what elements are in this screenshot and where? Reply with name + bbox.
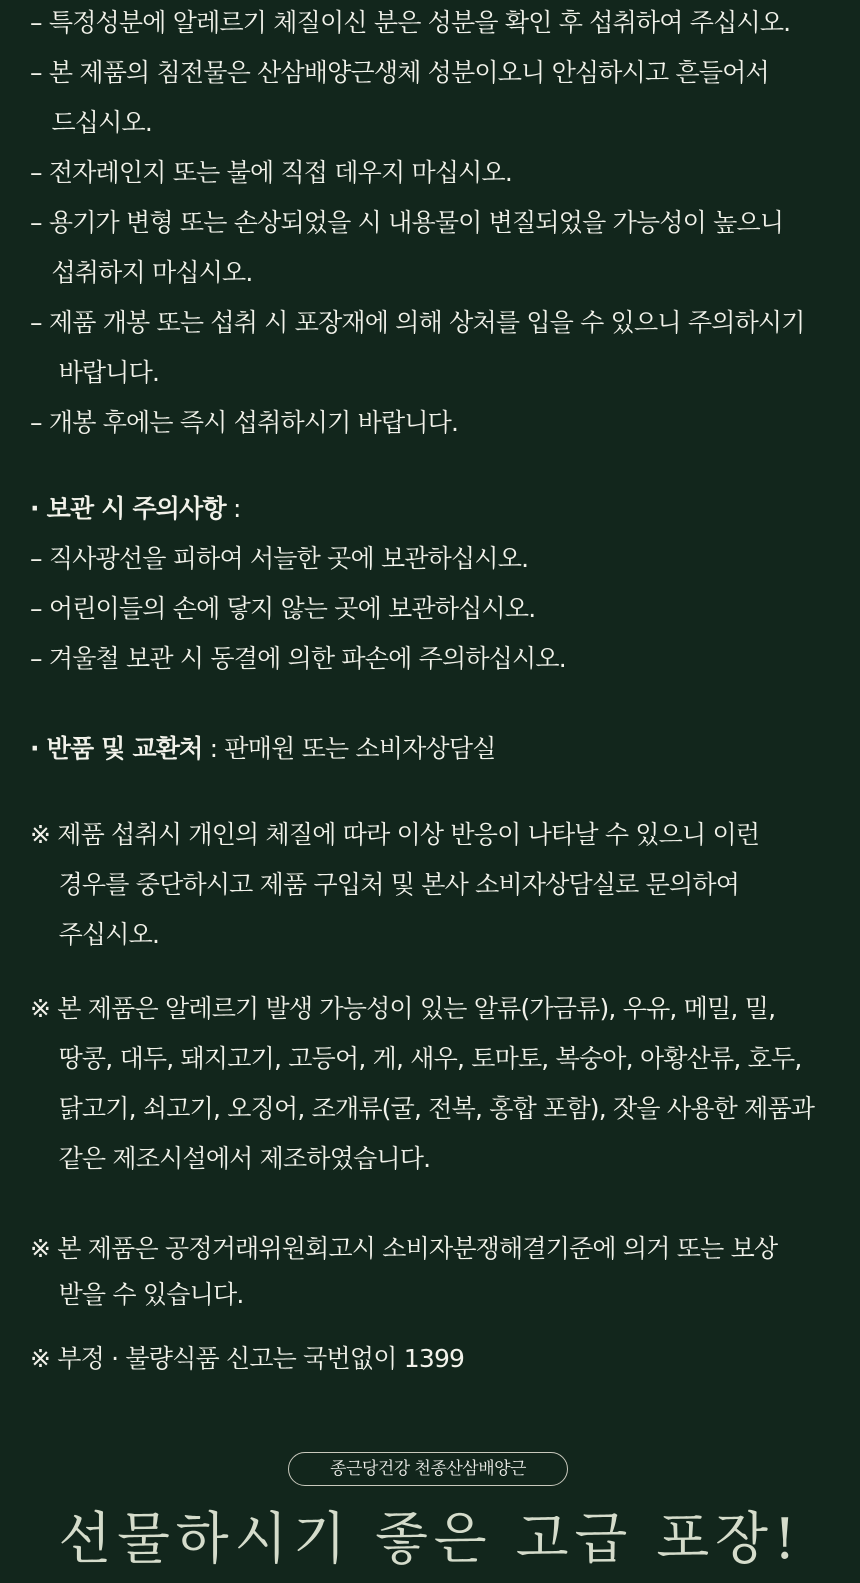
note-line: ※ 본 제품은 알레르기 발생 가능성이 있는 알류(가금류), 우유, 메밀, 밀, [30,994,776,1023]
warning-line: – 개봉 후에는 즉시 섭취하시기 바랍니다. [30,408,459,437]
warning-line: – 특정성분에 알레르기 체질이신 분은 성분을 확인 후 섭취하여 주십시오. [30,8,791,37]
storage-item: – 겨울철 보관 시 동결에 의한 파손에 주의하십시오. [30,644,566,673]
storage-colon: : [225,494,241,523]
storage-heading [30,492,842,526]
note-line: 경우를 중단하시고 제품 구입처 및 본사 소비자상담실로 문의하여 [30,870,740,899]
note-line: ※ 부정 · 불량식품 신고는 국번없이 1399 [30,1344,465,1373]
returns-title: · 반품 및 교환처 [30,734,203,763]
note-line: 받을 수 있습니다. [30,1280,244,1309]
returns-value: : 판매원 또는 소비자상담실 [202,734,496,763]
returns-heading [30,732,842,766]
warning-line: – 용기가 변형 또는 손상되었을 시 내용물이 변질되었을 가능성이 높으니 [30,208,784,237]
warning-line: 섭취하지 마십시오. [30,258,253,287]
storage-item: – 어린이들의 손에 닿지 않는 곳에 보관하십시오. [30,594,536,623]
brand-tag: 종근당건강 천종산삼배양근 [288,1452,568,1486]
note-line: 주십시오. [30,920,160,949]
warning-line: 드십시오. [30,108,152,137]
gift-packaging-headline: 선물하시기 좋은 고급 포장! [58,1507,802,1572]
note-line: ※ 본 제품은 공정거래위원회고시 소비자분쟁해결기준에 의거 또는 보상 [30,1234,778,1263]
warning-line: – 제품 개봉 또는 섭취 시 포장재에 의해 상처를 입을 수 있으니 주의하시기 [30,308,805,337]
warning-line: – 전자레인지 또는 불에 직접 데우지 마십시오. [30,158,513,187]
storage-item: – 직사광선을 피하여 서늘한 곳에 보관하십시오. [30,544,529,573]
warning-line: 바랍니다. [30,358,160,387]
note-line: 닭고기, 쇠고기, 오징어, 조개류(굴, 전복, 홍합 포함), 잣을 사용한 제품과 [30,1094,815,1123]
note-line: ※ 제품 섭취시 개인의 체질에 따라 이상 반응이 나타날 수 있으니 이런 [30,820,760,849]
note-line: 땅콩, 대두, 돼지고기, 고등어, 게, 새우, 토마토, 복숭아, 아황산류, 호두, [30,1044,802,1073]
warning-line: – 본 제품의 침전물은 산삼배양근생체 성분이오니 안심하시고 흔들어서 [30,58,769,87]
note-line: 같은 제조시설에서 제조하였습니다. [30,1144,431,1173]
storage-title: · 보관 시 주의사항 [30,494,226,523]
